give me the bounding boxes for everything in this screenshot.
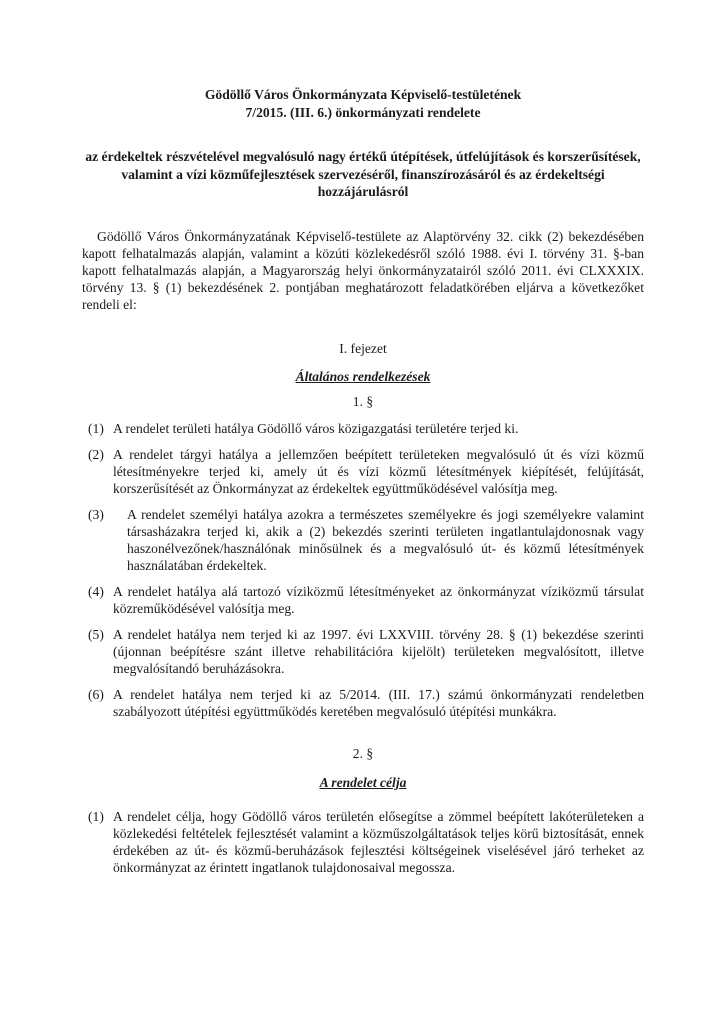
section1-title: Általános rendelkezések (295, 368, 431, 384)
document-title-line1: Gödöllő Város Önkormányzata Képviselő-testületének (204, 87, 522, 102)
item-text: A rendelet hatálya nem terjed ki az 1997. évi LXXVIII. törvény 28. § (1) bekezdése szerinti (újonnan beépítésre szánt illetve rehabilitációra kijelölt) területeken megvalósított, illetve megvalósítandó beruházásokra. (113, 626, 644, 676)
item-text: A rendelet területi hatálya Gödöllő város közigazgatási területére terjed ki. (113, 420, 519, 436)
item-number: (3) (88, 506, 104, 522)
item-number: (1) (88, 420, 104, 436)
list-item (88, 808, 644, 876)
item-number: (1) (88, 808, 104, 824)
item-text: A rendelet hatálya alá tartozó víziközmű létesítményeket az önkormányzat víziközmű társulat közreműködésével valósítja meg. (113, 583, 644, 616)
document-title-block (82, 86, 644, 121)
document-title-line2: 7/2015. (III. 6.) önkormányzati rendelete (245, 104, 481, 120)
list-item (88, 626, 644, 677)
section2-paragraph-list (88, 808, 644, 876)
list-item (88, 583, 644, 617)
section2-number: 2. § (352, 745, 374, 761)
item-text: A rendelet célja, hogy Gödöllő város területén elősegítse a zömmel beépített lakóterületeken a közlekedési feltételek fejlesztését valamint a közműszolgáltatások teljes körű biztosítását, ennek érdekében az út- és közmű-beruházások fejlesztési költségeinek viselésével járó terheket az önkormányzat az érintett ingatlanok tulajdonosaival megossza. (113, 808, 644, 875)
list-item (88, 420, 644, 437)
item-text: A rendelet tárgyi hatálya a jellemzően beépített területeken megvalósuló út és vízi közmű létesítményekre terjed ki, amely út és vízi közmű létesítmények kiépítését, felújítását, korszerűsítését az Önkormányzat az érdekeltek együttműködésével valósítja meg. (113, 446, 644, 496)
item-text: A rendelet hatálya nem terjed ki az 5/2014. (III. 17.) számú önkormányzati rendeletben szabályozott útépítési együttműködés keretében megvalósuló útépítési munkákra. (113, 686, 644, 719)
section1-paragraph-list (88, 420, 644, 720)
item-number: (2) (88, 446, 104, 462)
section1-number: 1. § (352, 393, 374, 409)
document-subtitle: az érdekeltek részvételével megvalósuló nagy értékű útépítések, útfelújítások és korszerűsítések, valamint a vízi közműfejlesztések szervezéséről, finanszírozásáról és az érdekeltségi hozzájárulásról (85, 149, 641, 199)
chapter1-heading: I. fejezet (339, 340, 387, 356)
preamble-paragraph: Gödöllő Város Önkormányzatának Képviselő-testülete az Alaptörvény 32. cikk (2) bekezdésében kapott felhatalmazás alapján, valamint a közúti közlekedésről szóló 1988. évi I. törvény 31. §-ban kapott felhatalmazás alapján, a Magyarország helyi önkormányzatairól szóló 2011. évi CLXXXIX. törvény 13. § (1) bekezdésének 2. pontjában meghatározott feladatkörében eljárva a következőket rendeli el: (82, 228, 644, 312)
section2-title: A rendelet célja (319, 774, 407, 790)
list-item (88, 506, 644, 574)
list-item (88, 446, 644, 497)
item-text: A rendelet személyi hatálya azokra a természetes személyekre és jogi személyekre valamint társasházakra terjed ki, akik a (2) bekezdés szerinti területen ingatlantulajdonosnak vagy haszonélvezőnek/használónak minősülnek és a megvalósuló út- és közmű létesítmények használatában érdekeltek. (127, 506, 644, 573)
list-item (88, 686, 644, 720)
item-number: (6) (88, 686, 104, 702)
item-number: (4) (88, 583, 104, 599)
item-number: (5) (88, 626, 104, 642)
